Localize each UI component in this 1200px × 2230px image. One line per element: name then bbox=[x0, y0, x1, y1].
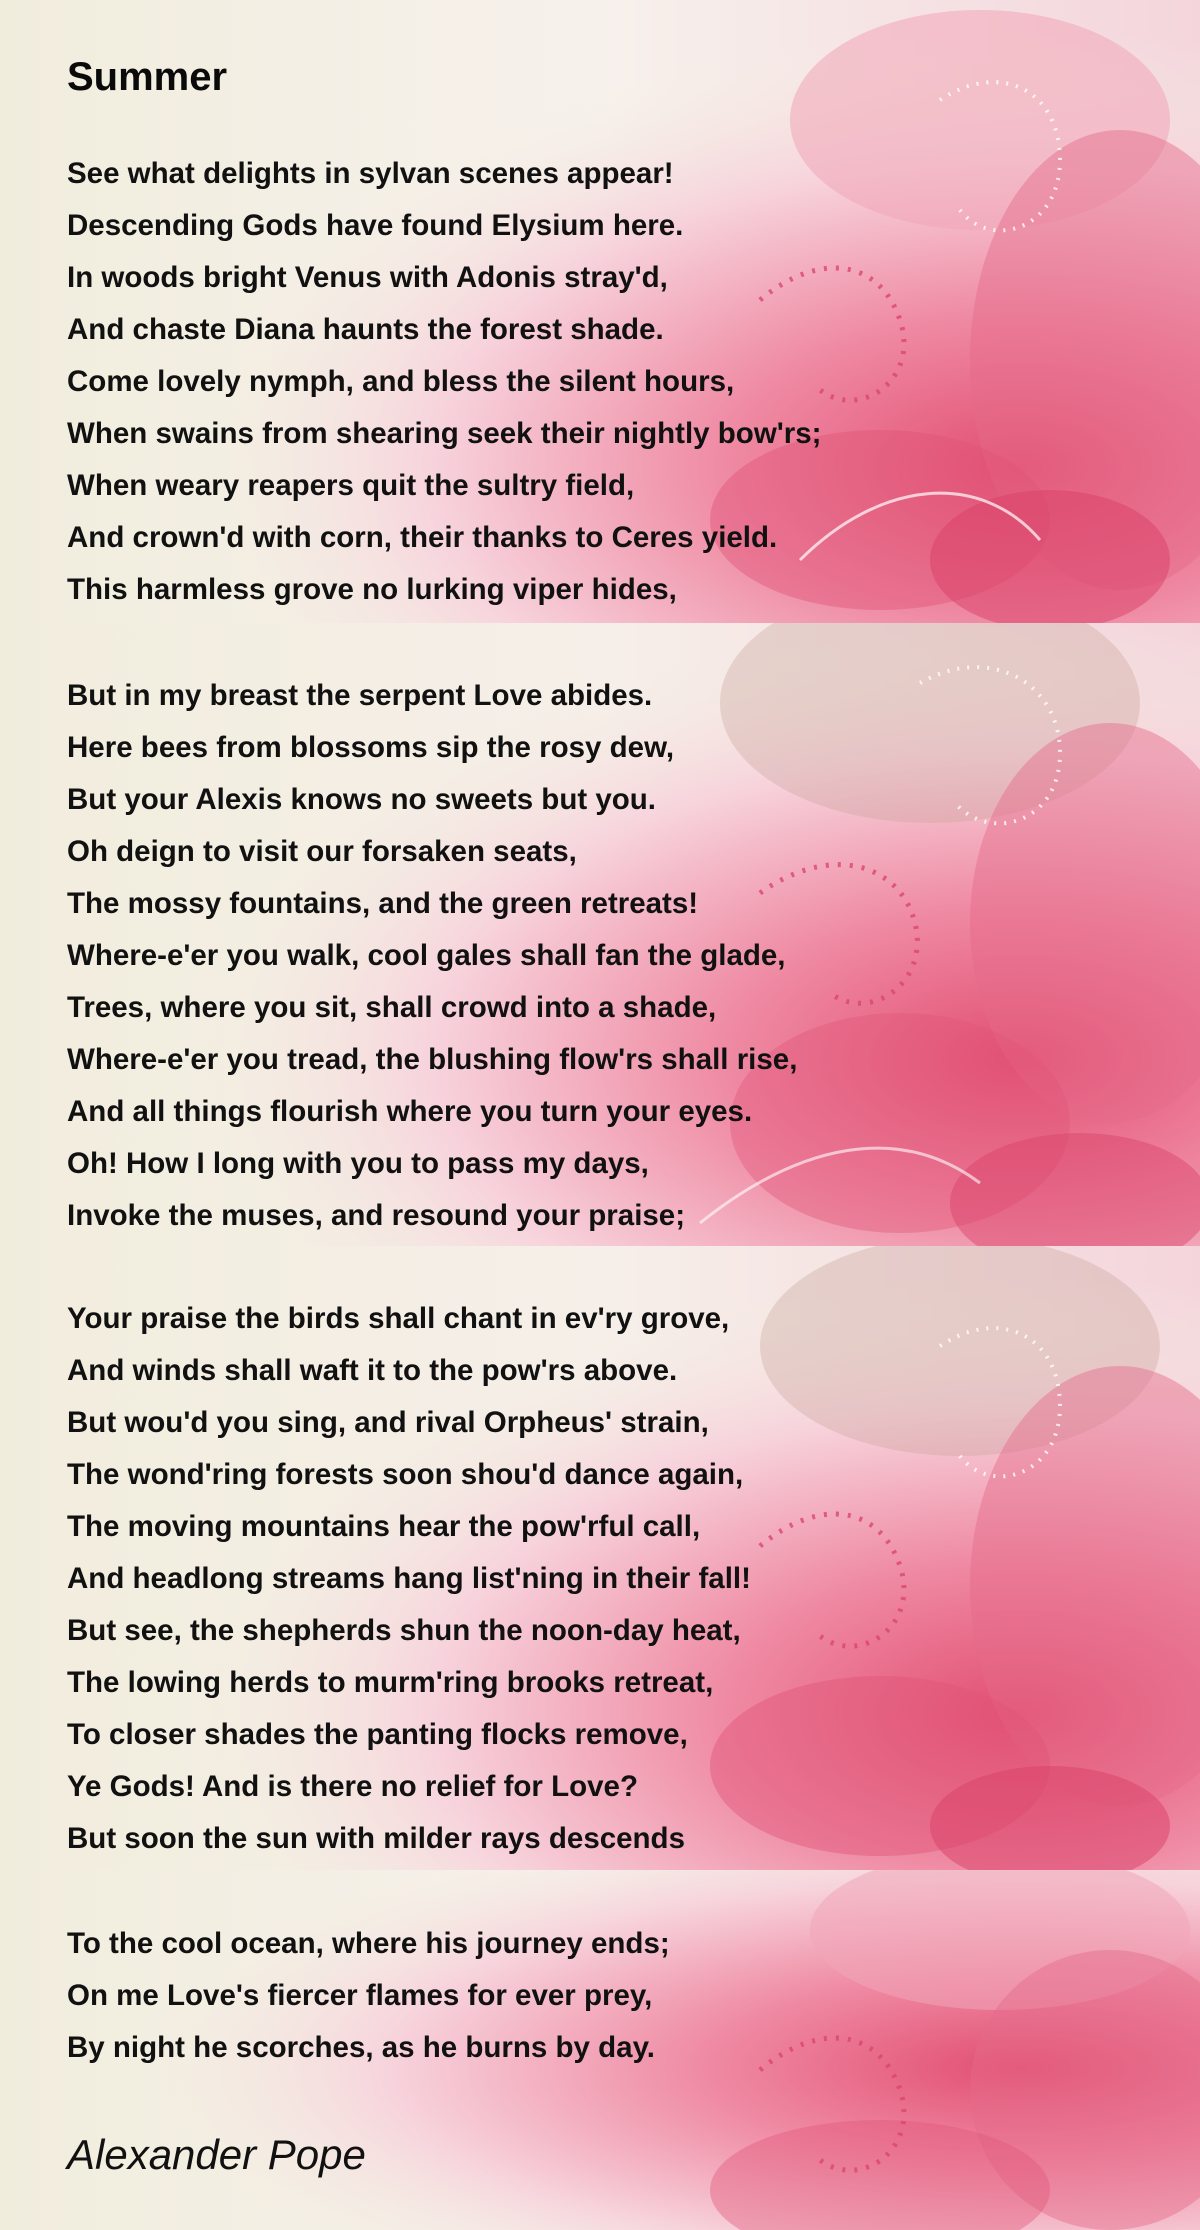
poem-line: To the cool ocean, where his journey ends; bbox=[67, 1927, 670, 1960]
poem-line: By night he scorches, as he burns by day. bbox=[67, 2031, 655, 2064]
poem-line: The mossy fountains, and the green retreats! bbox=[67, 887, 699, 920]
poem-line: Your praise the birds shall chant in ev'ry grove, bbox=[67, 1302, 730, 1335]
stanza-1 bbox=[67, 148, 822, 616]
poem-line: On me Love's fiercer flames for ever prey, bbox=[67, 1979, 653, 2012]
poem-line: Oh deign to visit our forsaken seats, bbox=[67, 835, 577, 868]
poem-line: See what delights in sylvan scenes appear! bbox=[67, 157, 674, 190]
poem-line: The wond'ring forests soon shou'd dance again, bbox=[67, 1458, 744, 1491]
poem-line: Trees, where you sit, shall crowd into a shade, bbox=[67, 991, 717, 1024]
stanza-3 bbox=[67, 1293, 751, 1865]
poem-line: Come lovely nymph, and bless the silent hours, bbox=[67, 365, 735, 398]
stanza-2 bbox=[67, 670, 797, 1242]
poem-line: And headlong streams hang list'ning in their fall! bbox=[67, 1562, 751, 1595]
poem-line: Ye Gods! And is there no relief for Love? bbox=[67, 1770, 638, 1803]
poem-line: Oh! How I long with you to pass my days, bbox=[67, 1147, 649, 1180]
poem-line: The moving mountains hear the pow'rful call, bbox=[67, 1510, 701, 1543]
poem-line: Where-e'er you tread, the blushing flow'rs shall rise, bbox=[67, 1043, 798, 1076]
poem-line: To closer shades the panting flocks remove, bbox=[67, 1718, 688, 1751]
poem-line: But wou'd you sing, and rival Orpheus' strain, bbox=[67, 1406, 709, 1439]
poem-line: But your Alexis knows no sweets but you. bbox=[67, 783, 657, 816]
poem-line: Where-e'er you walk, cool gales shall fan the glade, bbox=[67, 939, 786, 972]
poem-line: But in my breast the serpent Love abides. bbox=[67, 679, 653, 712]
poem-line: In woods bright Venus with Adonis stray'd, bbox=[67, 261, 668, 294]
poem-line: But soon the sun with milder rays descends bbox=[67, 1822, 685, 1855]
poem-line: But see, the shepherds shun the noon-day heat, bbox=[67, 1614, 741, 1647]
poem-line: Descending Gods have found Elysium here. bbox=[67, 209, 684, 242]
poem-author: Alexander Pope bbox=[67, 2131, 366, 2178]
poem-line: And chaste Diana haunts the forest shade. bbox=[67, 313, 664, 346]
poem-line: And winds shall waft it to the pow'rs above. bbox=[67, 1354, 678, 1387]
poem-line: And crown'd with corn, their thanks to Ceres yield. bbox=[67, 521, 778, 554]
poem-title: Summer bbox=[67, 55, 228, 99]
poem-line: This harmless grove no lurking viper hides, bbox=[67, 573, 677, 606]
poem-line: Here bees from blossoms sip the rosy dew, bbox=[67, 731, 675, 764]
poem-line: The lowing herds to murm'ring brooks retreat, bbox=[67, 1666, 714, 1699]
poem-line: Invoke the muses, and resound your praise; bbox=[67, 1199, 686, 1232]
poem-line: When swains from shearing seek their nightly bow'rs; bbox=[67, 417, 822, 450]
poem-line: When weary reapers quit the sultry field, bbox=[67, 469, 635, 502]
poem-line: And all things flourish where you turn your eyes. bbox=[67, 1095, 753, 1128]
stanza-4 bbox=[67, 1918, 670, 2074]
